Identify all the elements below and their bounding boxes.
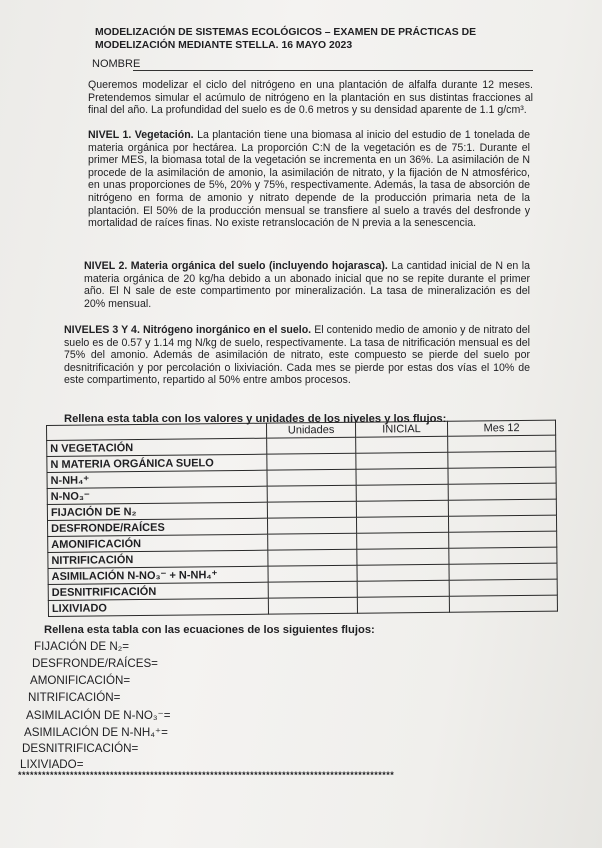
row-label: N-NO₃⁻ (47, 486, 267, 504)
row-label: N-NH₄⁺ (47, 470, 267, 488)
units-cell[interactable] (268, 549, 357, 566)
initial-cell[interactable] (357, 580, 449, 597)
units-cell[interactable] (268, 533, 357, 550)
row-label: AMONIFICACIÓN (48, 534, 268, 552)
month12-cell[interactable] (449, 563, 557, 580)
row-label: FIJACIÓN DE N₂ (47, 502, 267, 520)
initial-cell[interactable] (356, 516, 448, 533)
units-cell[interactable] (268, 581, 357, 598)
month12-cell[interactable] (449, 531, 557, 548)
row-label: DESFRONDE/RAÍCES (48, 518, 268, 536)
row-label: N MATERIA ORGÁNICA SUELO (47, 454, 267, 472)
flow-equation-fijacion[interactable]: FIJACIÓN DE N₂= (34, 640, 130, 653)
units-cell[interactable] (267, 453, 356, 470)
initial-cell[interactable] (356, 484, 448, 501)
initial-cell[interactable] (356, 532, 448, 549)
flow-equation-desnitrificacion[interactable]: DESNITRIFICACIÓN= (22, 742, 139, 755)
table-header-month12: Mes 12 (448, 420, 556, 436)
units-cell[interactable] (267, 485, 356, 502)
units-cell[interactable] (268, 501, 357, 518)
initial-cell[interactable] (357, 596, 449, 613)
month12-cell[interactable] (448, 467, 556, 484)
flow-equation-asimilacion-nitrato[interactable]: ASIMILACIÓN DE N-NO₃⁻= (26, 709, 171, 722)
table-header-units: Unidades (267, 422, 356, 438)
units-cell[interactable] (267, 469, 356, 486)
nivel2-text: La cantidad inicial de N en la materia orgánica de 20 kg/ha debido a un abonado inicial que no se repite durante el primer año. El N sale de este compartimento por mineralización. La tasa de mineralización es del 20% mensual. (84, 260, 530, 310)
row-label: N VEGETACIÓN (47, 438, 267, 456)
month12-cell[interactable] (448, 451, 556, 468)
month12-cell[interactable] (449, 579, 557, 596)
initial-cell[interactable] (357, 548, 449, 565)
intro-paragraph: Queremos modelizar el ciclo del nitrógeno en una plantación de alfalfa durante 12 meses. Pretendemos simular el acúmulo de nitrógeno en la plantación en sus distintas fracciones al final del año. La profundidad del suelo es de 0.6 metros y su densidad aparente de 1.1 g/cm³. (88, 79, 533, 117)
initial-cell[interactable] (356, 452, 448, 469)
nivel2-paragraph (84, 260, 530, 310)
row-label: DESNITRIFICACIÓN (48, 582, 268, 600)
initial-cell[interactable] (355, 436, 447, 453)
flow-equation-lixiviado[interactable]: LIXIVIADO= (20, 758, 84, 771)
nivel34-heading: NIVELES 3 Y 4. Nitrógeno inorgánico en el suelo. (64, 324, 312, 336)
month12-cell[interactable] (448, 483, 556, 500)
row-label: ASIMILACIÓN N-NO₃⁻ + N-NH₄⁺ (48, 566, 268, 584)
units-cell[interactable] (268, 565, 357, 582)
nombre-line (133, 70, 533, 71)
nivel1-heading: NIVEL 1. Vegetación. (88, 129, 194, 141)
table-caption: Rellena esta tabla con los valores y unidades de los niveles y los flujos: (64, 413, 447, 425)
nivel34-text: El contenido medio de amonio y de nitrato del suelo es de 0.57 y 1.14 mg N/kg de suelo, respectivamente. La tasa de nitrificación mensual es del 75% del amonio. Además de asimilación de nitrato, este compuesto se pierde del suelo por desnitrificación y por percolación o lixiviación. Cada mes se pierde por estas dos vías el 10% de este compartimento, repartido al 50% entre ambos procesos. (64, 324, 531, 387)
month12-cell[interactable] (449, 595, 557, 612)
flows-caption: Rellena esta tabla con las ecuaciones de los siguientes flujos: (44, 624, 375, 636)
month12-cell[interactable] (448, 435, 556, 452)
units-cell[interactable] (268, 517, 357, 534)
flow-equation-amonificacion[interactable]: AMONIFICACIÓN= (30, 674, 131, 687)
row-label: LIXIVIADO (48, 598, 268, 616)
table-header-initial: INICIAL (355, 421, 447, 437)
row-label: NITRIFICACIÓN (48, 550, 268, 568)
initial-cell[interactable] (356, 468, 448, 485)
exam-title: MODELIZACIÓN DE SISTEMAS ECOLÓGICOS – EXAMEN DE PRÁCTICAS DE MODELIZACIÓN MEDIANTE STELLA. 16 MAYO 2023 (95, 27, 477, 51)
units-cell[interactable] (267, 437, 356, 454)
nivel34-paragraph (64, 324, 530, 387)
month12-cell[interactable] (449, 515, 557, 532)
month12-cell[interactable] (449, 547, 557, 564)
nombre-label: NOMBRE (92, 58, 141, 70)
initial-cell[interactable] (356, 500, 448, 517)
initial-cell[interactable] (357, 564, 449, 581)
nivel2-heading: NIVEL 2. Materia orgánica del suelo (incluyendo hojarasca). (84, 260, 388, 272)
units-cell[interactable] (269, 597, 358, 614)
month12-cell[interactable] (448, 499, 556, 516)
flow-equation-asimilacion-amonio[interactable]: ASIMILACIÓN DE N-NH₄⁺= (24, 726, 168, 739)
flow-equation-nitrificacion[interactable]: NITRIFICACIÓN= (28, 691, 121, 704)
flow-equation-desfronde[interactable]: DESFRONDE/RAÍCES= (32, 657, 158, 670)
footer-stars: ********************************************************************************************** (18, 770, 395, 780)
levels-flows-table (46, 420, 558, 617)
nivel1-paragraph (88, 129, 530, 230)
nivel1-text: La plantación tiene una biomasa al inicio del estudio de 1 tonelada de materia orgánica por hectárea. La proporción C:N de la vegetación es de 75:1. Durante el primer MES, la biomasa total de la vegetación se incrementa en un 36%. La asimilación de N procede de la asimilación de amonio, la asimilación de nitrato, y la fijación de N atmosférico, en unas proporciones de 5%, 20% y 75%, respectivamente. Además, la tasa de absorción de nitrógeno en forma de amonio y nitrato depende de la producción primaria neta de la plantación. El 50% de la producción mensual se transfiere al suelo a través del desfronde y mortalidad de raíces finas. No existe retranslocación de N previa a la senescencia. (88, 129, 530, 230)
